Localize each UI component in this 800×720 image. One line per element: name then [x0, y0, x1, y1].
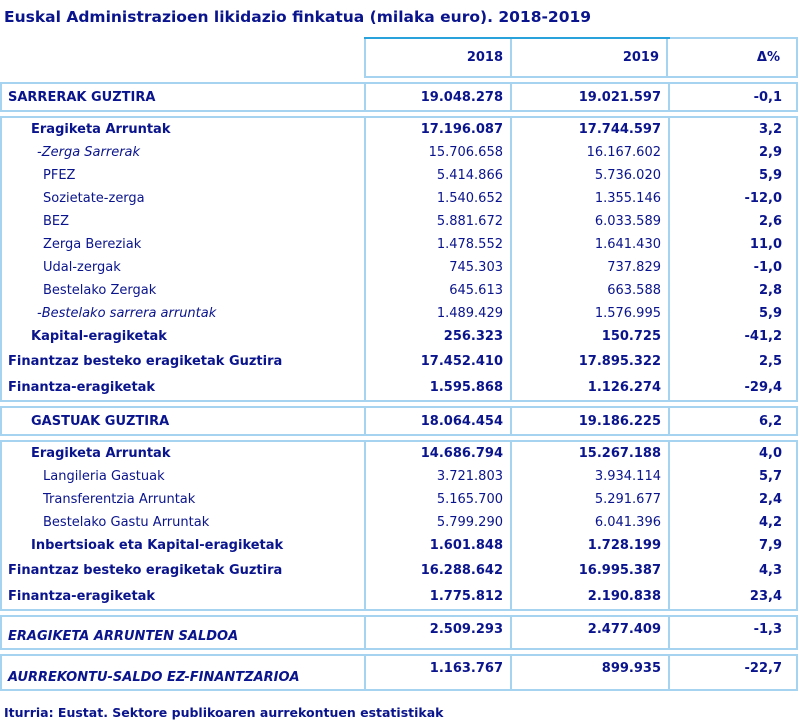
page-title: Euskal Administrazioen likidazio finkatua (milaka euro). 2018-2019 — [4, 8, 592, 26]
table-row — [2, 84, 796, 110]
table-row — [2, 325, 796, 348]
value-2019: 6.041.396 — [510, 511, 668, 534]
value-2019: 737.829 — [510, 256, 668, 279]
row-label: PFEZ — [43, 168, 76, 183]
value-2018: 256.323 — [364, 325, 510, 348]
row-label: Kapital-eragiketak — [31, 329, 167, 344]
table-row — [2, 164, 796, 187]
table-row — [2, 233, 796, 256]
value-delta-percent: 11,0 — [668, 233, 794, 256]
value-delta-percent: -29,4 — [668, 374, 794, 400]
accent-top-border — [364, 37, 670, 39]
row-label: ERAGIKETA ARRUNTEN SALDOA — [8, 629, 239, 644]
table-row — [2, 408, 796, 434]
table-row — [2, 617, 796, 648]
value-delta-percent: -12,0 — [668, 187, 794, 210]
value-2018: 5.881.672 — [364, 210, 510, 233]
value-2018: 16.288.642 — [364, 557, 510, 583]
table-row — [2, 374, 796, 400]
table-row — [2, 187, 796, 210]
value-2018: 19.048.278 — [364, 84, 510, 110]
value-2019: 1.355.146 — [510, 187, 668, 210]
value-2018: 1.601.848 — [364, 534, 510, 557]
value-2019: 6.033.589 — [510, 210, 668, 233]
value-2019: 19.186.225 — [510, 408, 668, 434]
table-row — [2, 465, 796, 488]
value-2018: 1.775.812 — [364, 583, 510, 609]
value-2019: 17.744.597 — [510, 118, 668, 141]
value-2018: 1.489.429 — [364, 302, 510, 325]
value-2018: 1.595.868 — [364, 374, 510, 400]
table-row — [2, 511, 796, 534]
row-label: Eragiketa Arruntak — [31, 446, 171, 461]
value-2018: 645.613 — [364, 279, 510, 302]
value-2019: 2.477.409 — [510, 617, 668, 648]
value-2019: 19.021.597 — [510, 84, 668, 110]
value-2019: 1.728.199 — [510, 534, 668, 557]
value-2019: 3.934.114 — [510, 465, 668, 488]
table-section-saldo-arrunta — [0, 615, 798, 650]
row-label: Eragiketa Arruntak — [31, 122, 171, 137]
value-2018: 2.509.293 — [364, 617, 510, 648]
table-row — [2, 534, 796, 557]
row-label: Transferentzia Arruntak — [43, 492, 196, 507]
table-row — [2, 210, 796, 233]
value-delta-percent: 2,9 — [668, 141, 794, 164]
value-2019: 5.736.020 — [510, 164, 668, 187]
value-2018: 5.414.866 — [364, 164, 510, 187]
table-row — [2, 656, 796, 689]
value-2018: 15.706.658 — [364, 141, 510, 164]
table-row — [2, 557, 796, 583]
value-2018: 17.196.087 — [364, 118, 510, 141]
row-label: Finantza-eragiketak — [8, 588, 156, 604]
value-delta-percent: 5,9 — [668, 302, 794, 325]
table-sections — [0, 82, 800, 691]
value-delta-percent: 3,2 — [668, 118, 794, 141]
value-2019: 1.576.995 — [510, 302, 668, 325]
row-label: GASTUAK GUZTIRA — [31, 413, 170, 429]
value-delta-percent: -22,7 — [668, 656, 794, 689]
table-row — [2, 488, 796, 511]
row-label: Bestelako Gastu Arruntak — [43, 515, 210, 530]
row-label: -Bestelako sarrera arruntak — [37, 306, 217, 321]
row-label: Sozietate-zerga — [43, 191, 145, 206]
value-delta-percent: 2,6 — [668, 210, 794, 233]
table-section-sarrerak-detail — [0, 116, 798, 402]
row-label: BEZ — [43, 214, 70, 229]
column-header-2019: 2019 — [510, 39, 666, 76]
value-2019: 2.190.838 — [510, 583, 668, 609]
value-delta-percent: 23,4 — [668, 583, 794, 609]
value-2019: 5.291.677 — [510, 488, 668, 511]
row-label: Inbertsioak eta Kapital-eragiketak — [31, 538, 284, 553]
table-row — [2, 141, 796, 164]
table-section-gastuak-detail — [0, 440, 798, 611]
value-delta-percent: -1,3 — [668, 617, 794, 648]
table-column-header — [364, 37, 798, 78]
table-section-saldo-ez-finantzarioa — [0, 654, 798, 691]
value-delta-percent: 5,7 — [668, 465, 794, 488]
value-delta-percent: 4,2 — [668, 511, 794, 534]
row-label: AURREKONTU-SALDO EZ-FINANTZARIOA — [8, 670, 300, 685]
table-section-gastuak-total — [0, 406, 798, 436]
row-label: Zerga Bereziak — [43, 237, 142, 252]
table-row — [2, 279, 796, 302]
table-row — [2, 442, 796, 465]
table-row — [2, 256, 796, 279]
value-delta-percent: 2,8 — [668, 279, 794, 302]
value-delta-percent: 6,2 — [668, 408, 794, 434]
value-delta-percent: 2,4 — [668, 488, 794, 511]
row-label: Bestelako Zergak — [43, 283, 157, 298]
value-2018: 5.165.700 — [364, 488, 510, 511]
value-2019: 1.641.430 — [510, 233, 668, 256]
row-label: Langileria Gastuak — [43, 469, 165, 484]
table-section-sarrerak-total — [0, 82, 798, 112]
value-2019: 16.995.387 — [510, 557, 668, 583]
value-delta-percent: 2,5 — [668, 348, 794, 374]
row-label: Finantzaz besteko eragiketak Guztira — [8, 562, 283, 578]
value-2018: 1.540.652 — [364, 187, 510, 210]
table-row — [2, 348, 796, 374]
value-2018: 745.303 — [364, 256, 510, 279]
value-delta-percent: -0,1 — [668, 84, 794, 110]
row-label: -Zerga Sarrerak — [37, 145, 141, 160]
value-delta-percent: 7,9 — [668, 534, 794, 557]
value-2019: 899.935 — [510, 656, 668, 689]
table-row — [2, 118, 796, 141]
value-2019: 16.167.602 — [510, 141, 668, 164]
table-row — [2, 302, 796, 325]
value-2019: 663.588 — [510, 279, 668, 302]
value-2018: 14.686.794 — [364, 442, 510, 465]
source-note: Iturria: Eustat. Sektore publikoaren aurrekontuen estatistikak — [4, 705, 444, 720]
row-label: Udal-zergak — [43, 260, 121, 275]
value-2018: 17.452.410 — [364, 348, 510, 374]
value-2018: 18.064.454 — [364, 408, 510, 434]
value-delta-percent: 4,3 — [668, 557, 794, 583]
value-2018: 5.799.290 — [364, 511, 510, 534]
value-2018: 1.163.767 — [364, 656, 510, 689]
row-label: Finantzaz besteko eragiketak Guztira — [8, 353, 283, 369]
value-delta-percent: -41,2 — [668, 325, 794, 348]
value-2018: 1.478.552 — [364, 233, 510, 256]
value-2019: 17.895.322 — [510, 348, 668, 374]
value-delta-percent: -1,0 — [668, 256, 794, 279]
value-2019: 15.267.188 — [510, 442, 668, 465]
column-header-delta-percent: Δ% — [666, 39, 792, 76]
value-2019: 1.126.274 — [510, 374, 668, 400]
row-label: Finantza-eragiketak — [8, 379, 156, 395]
row-label: SARRERAK GUZTIRA — [8, 89, 156, 105]
value-2018: 3.721.803 — [364, 465, 510, 488]
table-row — [2, 583, 796, 609]
column-header-2018: 2018 — [466, 50, 503, 65]
value-delta-percent: 4,0 — [668, 442, 794, 465]
value-2019: 150.725 — [510, 325, 668, 348]
value-delta-percent: 5,9 — [668, 164, 794, 187]
